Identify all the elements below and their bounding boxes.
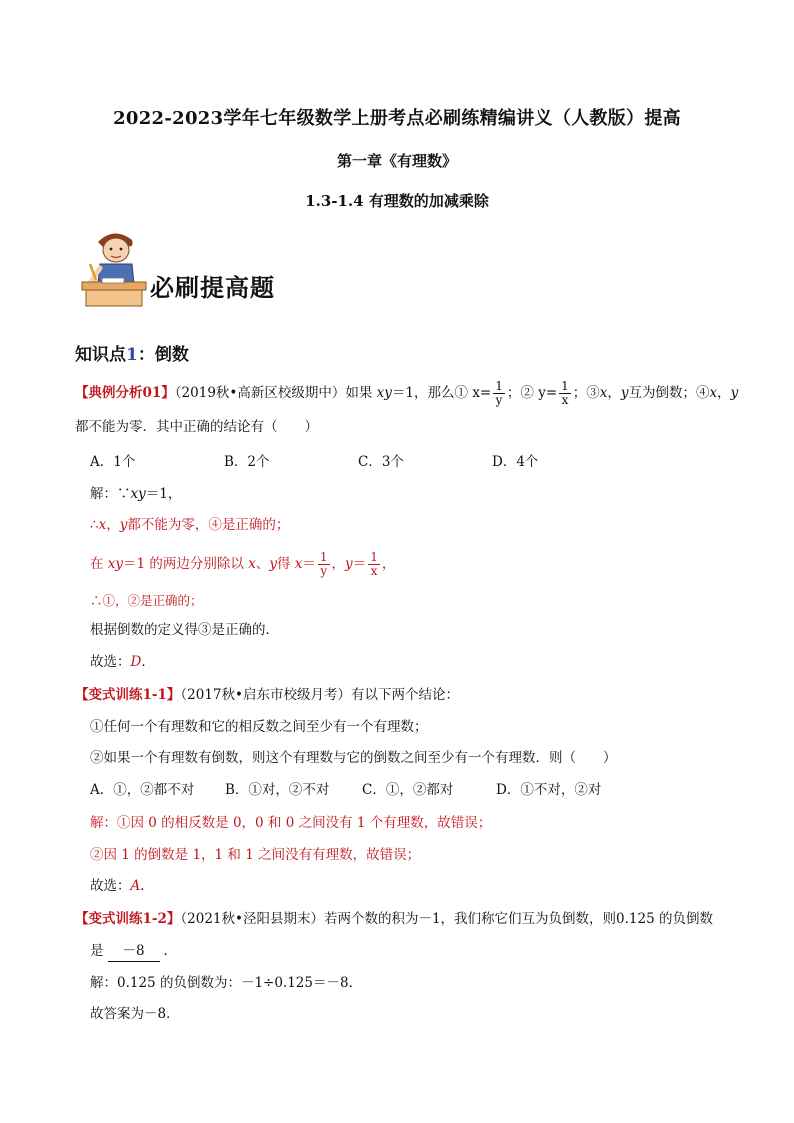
- banner-label: 必刷提高题: [150, 273, 275, 302]
- variant-1-1-conclusion: ①任何一个有理数和它的相反数之间至少有一个有理数；: [90, 719, 428, 735]
- variant-1-1-options: A．①，②都不对 B．①对，②不对 C．①，②都对 D．①不对，②对: [90, 782, 602, 798]
- solution-line: 解：①因 0 的相反数是 0，0 和 0 之间没有 1 个有理数，故错误；: [90, 815, 492, 831]
- knowledge-point-heading: 知识点1：倒数: [75, 345, 189, 365]
- fraction: $\frac{1}{y}$: [495, 379, 503, 407]
- solution-line: 解：0.125 的负倒数为：－1÷0.125＝－8．: [90, 975, 363, 991]
- variant-1-1-stem: 【变式训练1-1】（2017秋•启东市校级月考）有以下两个结论：: [75, 687, 459, 703]
- variant-1-1-conclusion: ②如果一个有理数有倒数，则这个有理数与它的倒数之间至少有一个有理数．则（ ）: [90, 750, 617, 766]
- solution-line: 在 xy＝1 的两边分别除以 x、y得 x＝ $\frac{1}{y}$ ，y＝ $\frac{1}{x}$ ，: [90, 550, 396, 578]
- chapter-title: 第一章《有理数》: [336, 152, 457, 170]
- solution-line: 根据倒数的定义得③是正确的．: [90, 622, 279, 638]
- fraction: $\frac{1}{y}$: [319, 550, 328, 578]
- example-01-stem: 【典例分析01】（2019秋•高新区校级期中）如果 xy＝1，那么① x= $\frac{1}{y}$ ；② y= $\frac{1}{x}$ ；③x，y互为倒数；④x，y: [75, 379, 739, 407]
- solution-line: ∴x，y都不能为零，④是正确的；: [90, 517, 290, 533]
- example-01-stem-cont: 都不能为零．其中正确的结论有（ ）: [75, 419, 318, 435]
- solution-line: 解：∵xy＝1，: [90, 486, 182, 502]
- example-tag: 【典例分析01】: [75, 385, 175, 401]
- answer-blank: －8: [108, 941, 160, 962]
- section-title: 1.3-1.4 有理数的加减乘除: [305, 192, 489, 210]
- fraction: $\frac{1}{x}$: [370, 550, 378, 578]
- example-tag: 【变式训练1-2】: [75, 911, 181, 927]
- solution-line: 故答案为－8．: [90, 1006, 180, 1022]
- example-tag: 【变式训练1-1】: [75, 687, 181, 703]
- example-01-options: A．1个 B．2个 C．3个 D．4个: [90, 454, 539, 470]
- variant-1-2-stem-cont: 是 －8 ．: [90, 941, 177, 962]
- fraction: $\frac{1}{x}$: [561, 379, 569, 407]
- solution-line: ∴①，②是正确的；: [90, 593, 203, 608]
- variant-1-2-stem: 【变式训练1-2】（2021秋•泾阳县期末）若两个数的积为－1，我们称它们互为负倒数，则0.125 的负倒数: [75, 911, 713, 927]
- answer-line: 故选：D．: [90, 654, 155, 670]
- document-title: 2022-2023学年七年级数学上册考点必刷练精编讲义（人教版）提高: [113, 108, 681, 129]
- solution-line: ②因 1 的倒数是 1，1 和 1 之间没有有理数，故错误；: [90, 847, 421, 863]
- answer-line: 故选：A．: [90, 878, 154, 894]
